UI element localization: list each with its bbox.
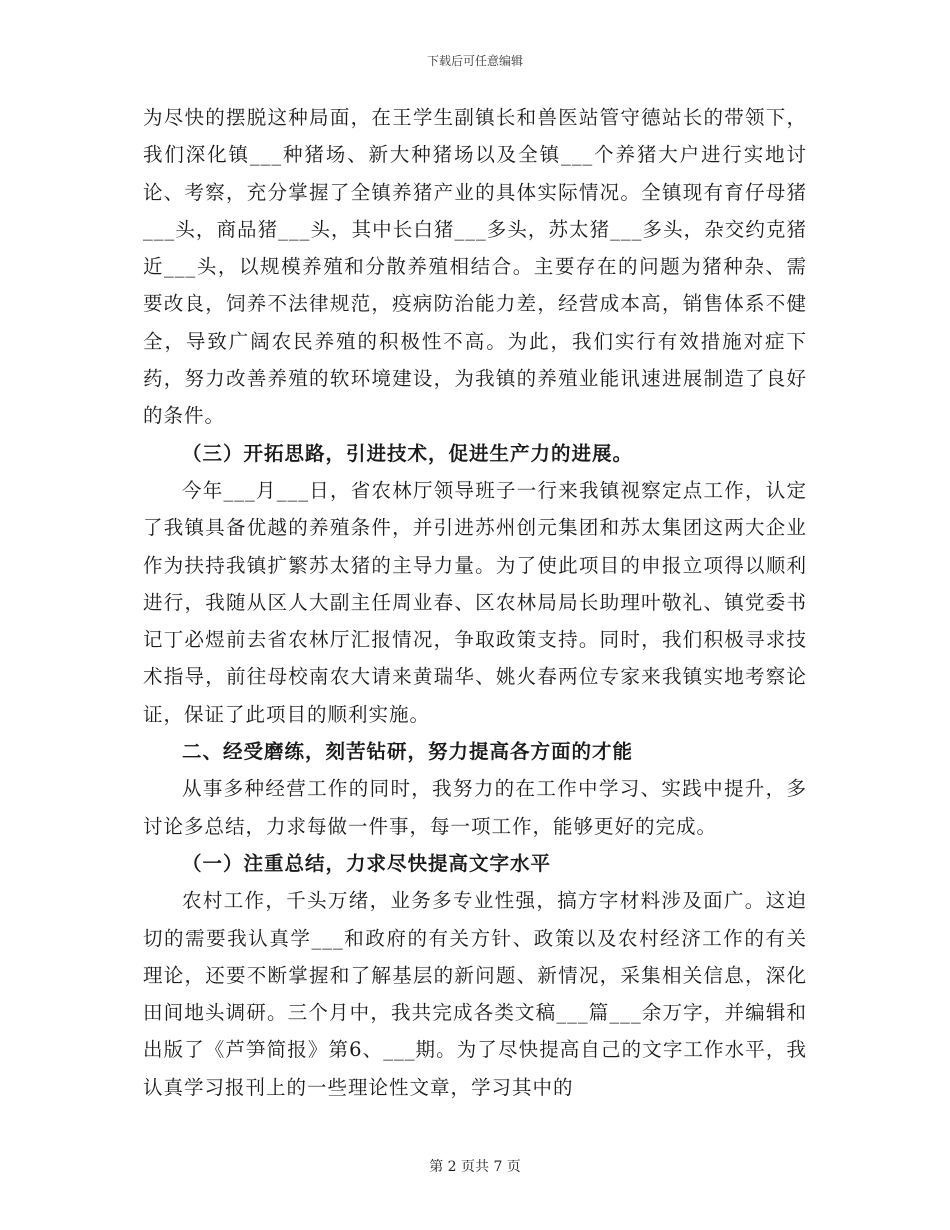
page-footer: 第 2 页共 7 页 <box>429 1159 521 1175</box>
paragraph-4: 农村工作，千头万绪，业务多专业性强，搞方字材料涉及面广。这迫切的需要我认真学___和政府的有关方针、政策以及农村经济工作的有关理论，还要不断掌握和了解基层的新问题、新情况，采集相关信息，深化田间地头调研。三个月中，我共完成各类文稿___篇___余万字，并编辑和出版了《芦笋简报》第6、___期。为了尽快提高自己的文字工作水平，我认真学习报刊上的一些理论性文章，学习其中的 <box>143 889 807 1099</box>
paragraph-2: 今年___月___日，省农林厅领导班子一行来我镇视察定点工作，认定了我镇具备优越的养殖条件，并引进苏州创元集团和苏太集团这两大企业作为扶持我镇扩繁苏太猪的主导力量。为了使此项目的申报立项得以顺利进行，我随从区人大副主任周业春、区农林局局长助理叶敬礼、镇党委书记丁必煜前去省农林厅汇报情况，争取政策支持。同时，我们积极寻求技术指导，前往母校南农大请来黄瑞华、姚火春两位专家来我镇实地考察论证，保证了此项目的顺利实施。 <box>143 478 807 726</box>
section-heading-1: （一）注重总结，力求尽快提高文字水平 <box>182 851 552 875</box>
paragraph-3: 从事多种经营工作的同时，我努力的在工作中学习、实践中提升，多讨论多总结，力求每做一件事，每一项工作，能够更好的完成。 <box>143 777 807 838</box>
page-header: 下载后可任意编辑 <box>426 54 523 68</box>
document-body <box>143 99 807 1106</box>
section-heading-part-2: 二、经受磨练，刻苦钻研，努力提高各方面的才能 <box>182 740 634 764</box>
section-heading-3: （三）开拓思路，引进技术，促进生产力的进展。 <box>182 441 634 465</box>
paragraph-1: 为尽快的摆脱这种局面，在王学生副镇长和兽医站管守德站长的带领下，我们深化镇___种猪场、新大种猪场以及全镇___个养猪大户进行实地讨论、考察，充分掌握了全镇养猪产业的具体实际情况。全镇现有育仔母猪___头，商品猪___头，其中长白猪___多头，苏太猪___多头，杂交约克猪近___头，以规模养殖和分散养殖相结合。主要存在的问题为猪种杂、需要改良，饲养不法律规范，疫病防治能力差，经营成本高，销售体系不健全，导致广阔农民养殖的积极性不高。为此，我们实行有效措施对症下药，努力改善养殖的软环境建设，为我镇的养殖业能讯速进展制造了良好的条件。 <box>143 106 807 428</box>
